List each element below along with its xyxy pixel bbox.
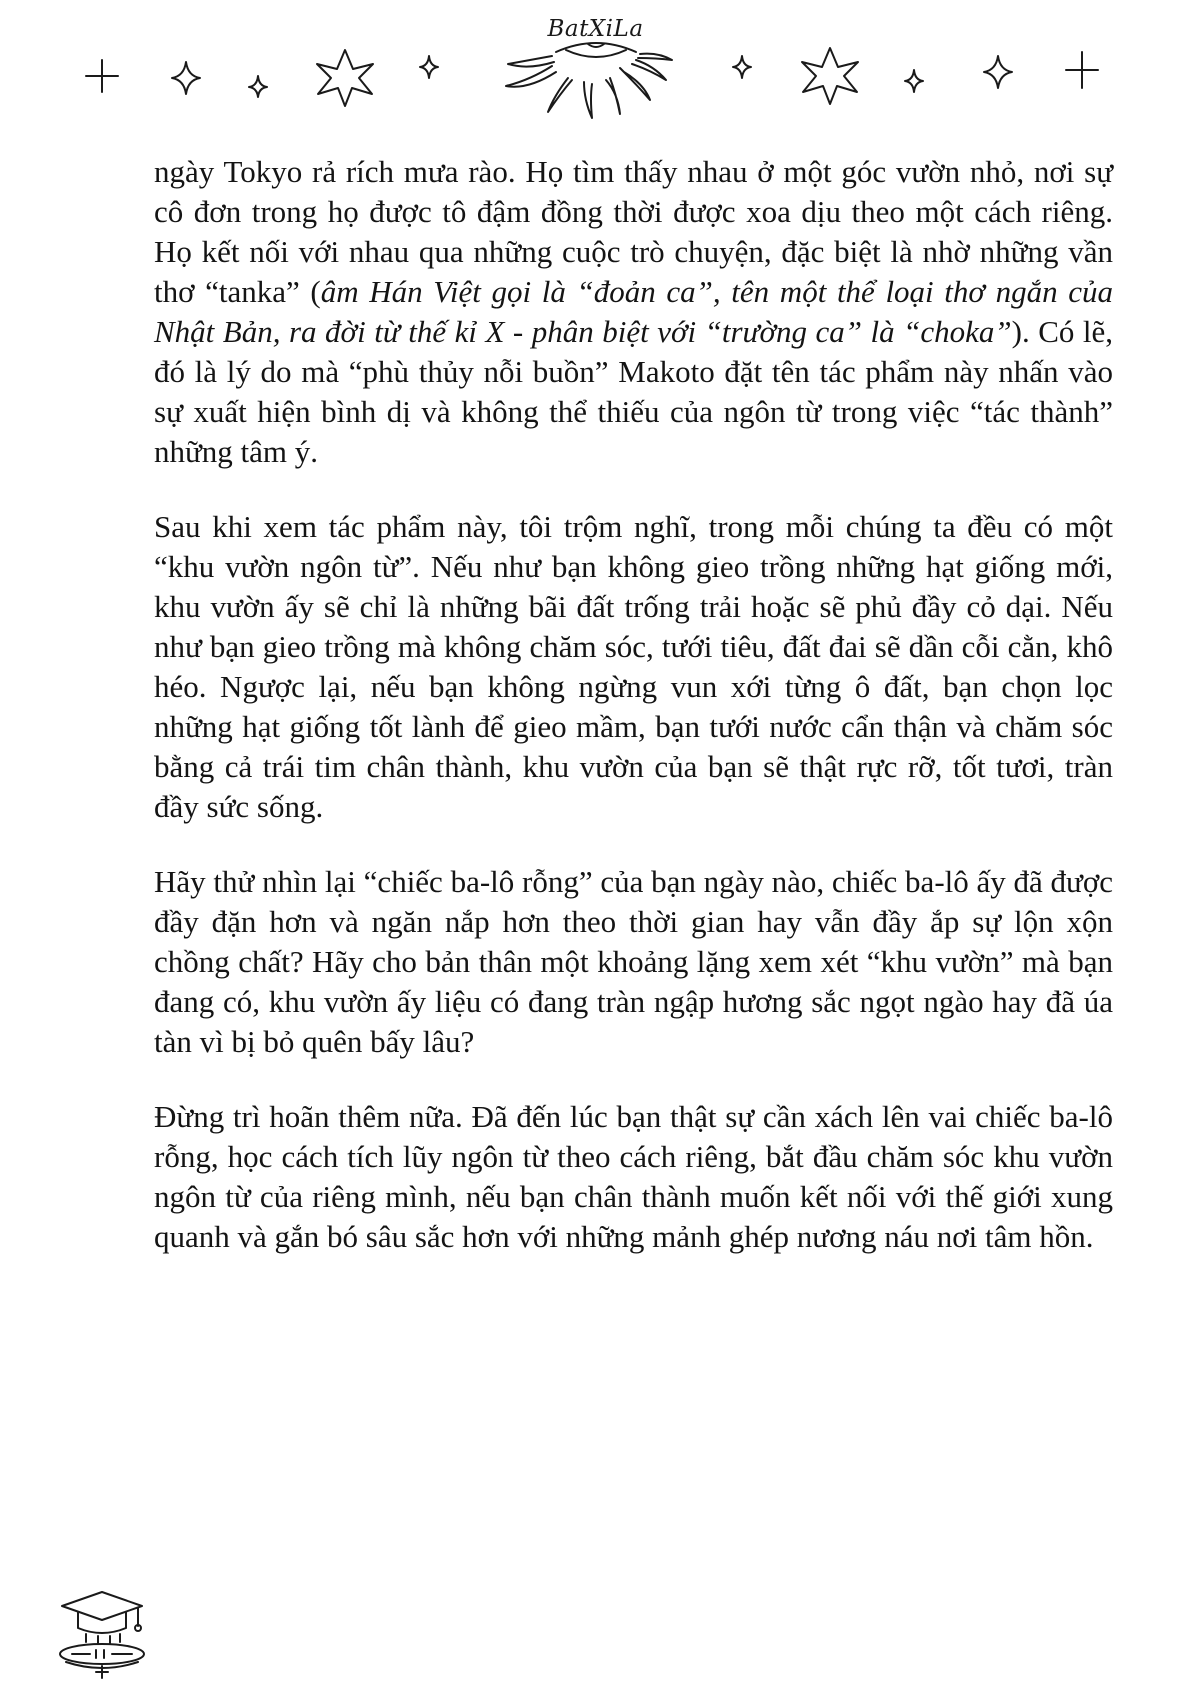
star-icon (802, 48, 858, 104)
paragraph-2: Sau khi xem tác phẩm này, tôi trộm nghĩ, trong mỗi chúng ta đều có một “khu vườn ngôn từ”. Nếu như bạn không gieo trồng những hạt giống mới, khu vườn ấy sẽ chỉ là những bãi đất trống trải hoặc sẽ phủ đầy cỏ dại. Nếu như bạn gieo trồng mà không chăm sóc, tưới tiêu, đất đai sẽ dần cỗi cằn, khô héo. Ngược lại, nếu bạn không ngừng vun xới từng ô đất, bạn chọn lọc những hạt giống tốt lành để gieo mầm, bạn tưới nước cẩn thận và chăm sóc bằng cả trái tim chân thành, khu vườn của bạn sẽ thật rực rỡ, tốt tươi, tràn đầy sức sống. (154, 509, 1113, 824)
paragraph-1-italic-note: âm Hán Việt gọi là “đoản ca”, tên một thể loại thơ ngắn của Nhật Bản, ra đời từ thế kỉ X - phân biệt với “trường ca” là “choka” (154, 274, 1113, 349)
paragraph-3: Hãy thử nhìn lại “chiếc ba-lô rỗng” của bạn ngày nào, chiếc ba-lô ấy đã được đầy đặn hơn và ngăn nắp hơn theo thời gian hay vẫn đầy ắp sự lộn xộn chồng chất? Hãy cho bản thân một khoảng lặng xem xét “khu vườn” mà bạn đang có, khu vườn ấy liệu có đang tràn ngập hương sắc ngọt ngào hay đã úa tàn vì bị bỏ quên bấy lâu? (154, 864, 1113, 1059)
sparkle-icon (984, 56, 1012, 88)
sparkle-small-icon (249, 76, 267, 97)
paragraph-1-text-b: ). Có lẽ, đó là lý do mà “phù thủy nỗi buồn” Makoto đặt tên tác phẩm này nhấn vào sự xuất hiện bình dị và không thể thiếu của ngôn từ trong việc “tác thành” những tâm ý. (154, 314, 1113, 469)
graduation-cap-logo-icon (52, 1588, 152, 1683)
paragraph-1-text-a: ngày Tokyo rả rích mưa rào. Họ tìm thấy nhau ở một góc vườn nhỏ, nơi sự cô đơn trong họ được tô đậm đồng thời được xoa dịu theo một cách riêng. Họ kết nối với nhau qua những cuộc trò chuyện, đặc biệt là nhờ những vần thơ “tanka” ( (154, 154, 1113, 309)
sparkle-small-icon (420, 56, 438, 78)
star-icon (317, 50, 373, 106)
page-header-ornaments (0, 0, 1191, 135)
paragraph-1 (154, 152, 1113, 472)
sparkle-icon (172, 62, 200, 94)
sun-icon (506, 43, 672, 118)
paragraph-4: Đừng trì hoãn thêm nữa. Đã đến lúc bạn thật sự cần xách lên vai chiếc ba-lô rỗng, học cách tích lũy ngôn từ theo cách riêng, bắt đầu chăm sóc khu vườn ngôn từ của riêng mình, nếu bạn chân thành muốn kết nối với thế giới xung quanh và gắn bó sâu sắc hơn với những mảnh ghép nương náu nơi tâm hồn. (154, 1099, 1113, 1254)
plus-icon (1066, 52, 1098, 88)
sparkle-small-icon (733, 56, 751, 78)
plus-icon (86, 60, 118, 92)
page-body (154, 152, 1113, 1292)
brand-signature: BatXiLa (547, 16, 644, 42)
sparkle-small-icon (905, 70, 923, 92)
